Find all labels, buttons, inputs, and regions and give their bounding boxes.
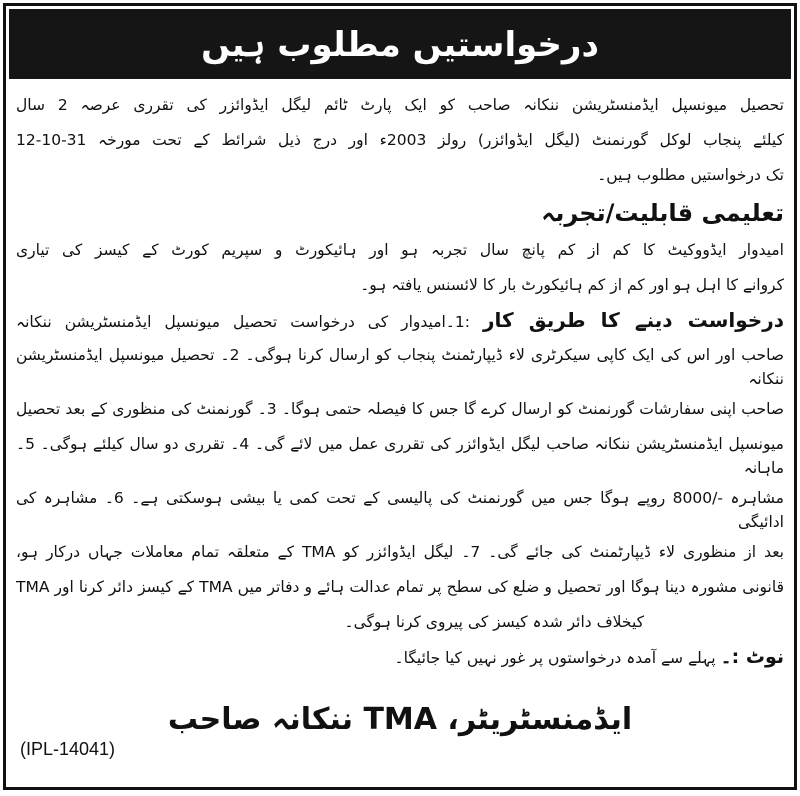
ad-title-banner xyxy=(9,9,791,79)
method-heading: درخواست دینے کا طریق کار xyxy=(483,308,784,332)
ad-title: درخواستیں مطلوب ہیں xyxy=(201,24,599,65)
method-line: صاحب اور اس کی ایک کاپی سیکرٹری لاء ڈیپارٹمنٹ پنجاب کو ارسال کرنا ہوگی۔ 2۔ تحصیل میونسپل ایڈمنسٹریشن ننکانہ xyxy=(16,346,784,388)
method-step-1: :1۔امیدوار کی درخواست تحصیل میونسپل ایڈمنسٹریشن ننکانہ xyxy=(16,313,484,331)
intro-line: کیلئے پنجاب لوکل گورنمنٹ (لیگل ایڈوائزر) رولز 2003ء اور درج ذیل شرائط کے تحت مورخہ 31-10-12 xyxy=(16,131,784,149)
ad-footer xyxy=(16,684,784,764)
method-first-line xyxy=(16,302,784,337)
signature: ایڈمنسٹریٹر، TMA ننکانہ صاحب xyxy=(167,702,633,737)
method-line: مشاہرہ -/8000 روپے ہوگا جس میں گورنمنٹ کی پالیسی کے تحت کمی یا بیشی ہوسکتی ہے۔ 6۔ مشاہرہ کی ادائیگی xyxy=(16,489,784,531)
intro-line: تک درخواستیں مطلوب ہیں۔ xyxy=(597,166,784,184)
method-line: صاحب اپنی سفارشات گورنمنٹ کو ارسال کرے گا جس کا فیصلہ حتمی ہوگا۔ 3۔ گورنمنٹ کی منظوری کے بعد تحصیل xyxy=(16,400,784,418)
intro-line: تحصیل میونسپل ایڈمنسٹریشن ننکانہ صاحب کو ایک پارٹ ٹائم لیگل ایڈوائزر کی تقرری عرصہ 2 سال xyxy=(16,96,784,114)
method-line: قانونی مشورہ دینا ہوگا اور تحصیل و ضلع کی سطح پر تمام عدالت ہائے و دفاتر میں TMA کے کیسز دائر کرنا اور TMA xyxy=(16,578,784,596)
ad-body xyxy=(14,79,786,764)
ad-border xyxy=(3,3,797,790)
qualification-line: کروانے کا اہل ہو اور کم از کم ہائیکورٹ بار کا لائسنس یافتہ ہو۔ xyxy=(360,276,784,294)
note-text: پہلے سے آمدہ درخواستوں پر غور نہیں کیا جائیگا۔ xyxy=(394,649,721,667)
method-line: کیخلاف دائر شدہ کیسز کی پیروی کرنا ہوگی۔ xyxy=(344,613,644,631)
qualification-heading: تعلیمی قابلیت/تجربہ xyxy=(541,199,784,227)
method-line: بعد از منظوری لاء ڈیپارٹمنٹ کی جائے گی۔ 7۔ لیگل ایڈوائزر کو TMA کے متعلقہ تمام معاملات جہاں درکار ہو، xyxy=(16,543,784,561)
method-line: میونسپل ایڈمنسٹریشن ننکانہ صاحب لیگل ایڈوائزر کی تقرری عمل میں لائے گی۔ 4۔ تقرری دو سال کیلئے ہوگی۔ 5۔ ماہانہ xyxy=(16,435,784,477)
note-label: نوٹ :۔ xyxy=(720,646,784,668)
reference-code: (IPL-14041) xyxy=(20,739,116,759)
qualification-line: امیدوار ایڈووکیٹ کا کم از کم پانچ سال تجربہ ہو اور ہائیکورٹ و سپریم کورٹ کے کیسز کی تیاری xyxy=(16,241,784,259)
note xyxy=(16,639,784,674)
